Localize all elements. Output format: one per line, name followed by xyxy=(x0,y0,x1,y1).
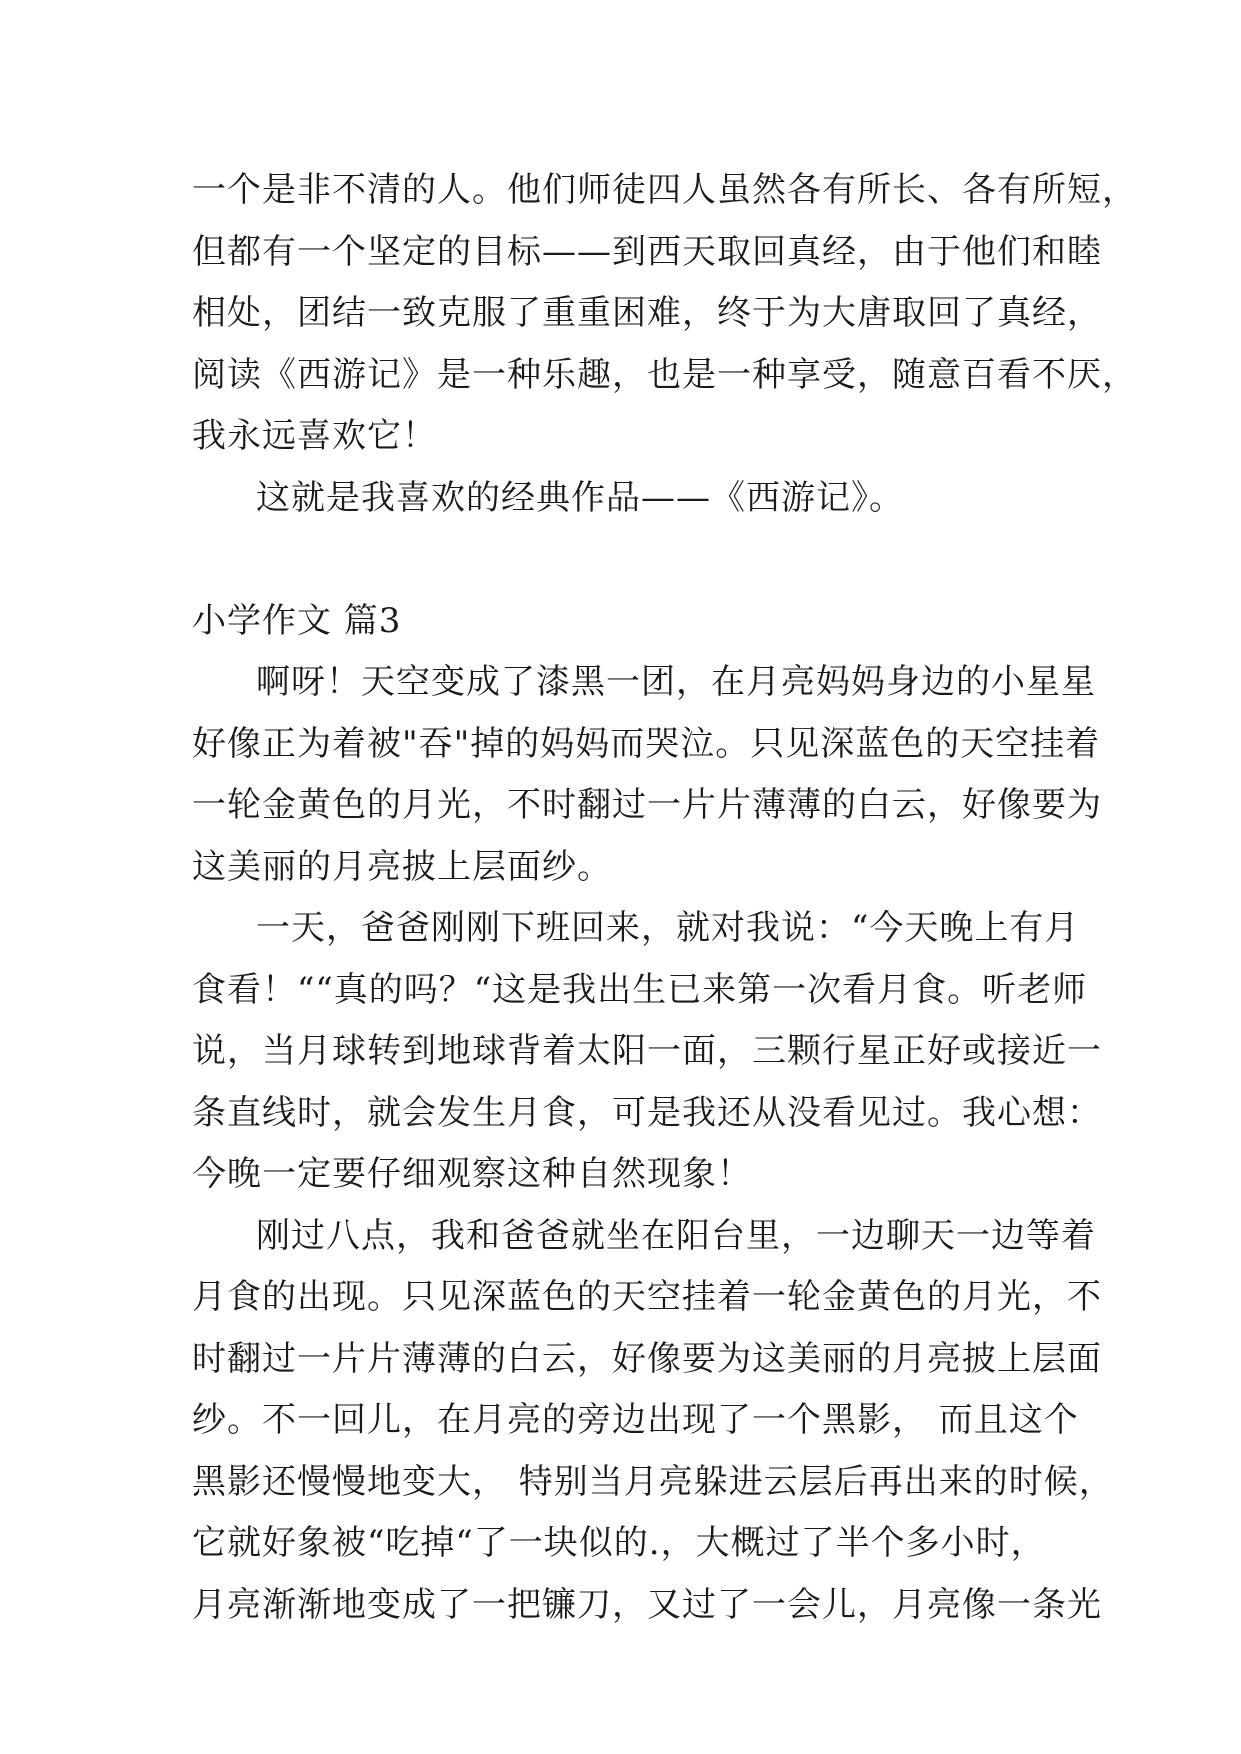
text-line: 纱。不一回儿，在月亮的旁边出现了一个黑影， 而且这个 xyxy=(192,1400,1079,1440)
text-line: 我永远喜欢它！ xyxy=(192,416,437,456)
text-line: 啊呀！天空变成了漆黑一团，在月亮妈妈身边的小星星 xyxy=(256,662,1096,702)
text-line: 一轮金黄色的月光，不时翻过一片片薄薄的白云，好像要为 xyxy=(192,785,1102,825)
text-line: 但都有一个坚定的目标——到西天取回真经，由于他们和睦 xyxy=(192,231,1102,272)
text-line: 食看！““真的吗？“这是我出生已来第一次看月食。听老师 xyxy=(192,969,1088,1010)
text-line: 相处，团结一致克服了重重困难，终于为大唐取回了真经， xyxy=(192,293,1102,333)
text-line: 月食的出现。只见深蓝色的天空挂着一轮金黄色的月光，不 xyxy=(192,1277,1102,1317)
text-line: 月亮渐渐地变成了一把镰刀，又过了一会儿，月亮像一条光 xyxy=(192,1584,1102,1625)
text-line: 阅读《西游记》是一种乐趣，也是一种享受，随意百看不厌， xyxy=(192,354,1137,395)
text-line: 一天，爸爸刚刚下班回来，就对我说：“今天晚上有月 xyxy=(256,908,1080,948)
text-line: 黑影还慢慢地变大， 特别当月亮躲进云层后再出来的时候， xyxy=(192,1461,1114,1502)
text-line: 这美丽的月亮披上层面纱。 xyxy=(192,846,612,887)
text-line: 它就好象被“吃掉“了一块似的.，大概过了半个多小时， xyxy=(192,1523,1046,1563)
text-line: 说，当月球转到地球背着太阳一面，三颗行星正好或接近一 xyxy=(192,1031,1102,1071)
text-line: 一个是非不清的人。他们师徒四人虽然各有所长、各有所短， xyxy=(192,170,1137,210)
text-line: 时翻过一片片薄薄的白云，好像要为这美丽的月亮披上层面 xyxy=(192,1338,1102,1379)
text-line: 刚过八点，我和爸爸就坐在阳台里，一边聊天一边等着 xyxy=(256,1215,1096,1256)
section-spacer xyxy=(192,529,1082,591)
section-heading: 小学作文 篇3 xyxy=(192,600,402,641)
text-line: 好像正为着被"吞"掉的妈妈而哭泣。只见深蓝色的天空挂着 xyxy=(192,723,1101,764)
text-line: 今晚一定要仔细观察这种自然现象！ xyxy=(192,1154,752,1194)
essay-body xyxy=(192,160,1137,1636)
text-line: 这就是我喜欢的经典作品——《西游记》。 xyxy=(256,477,904,518)
text-line: 条直线时，就会发生月食，可是我还从没看见过。我心想： xyxy=(192,1092,1102,1133)
